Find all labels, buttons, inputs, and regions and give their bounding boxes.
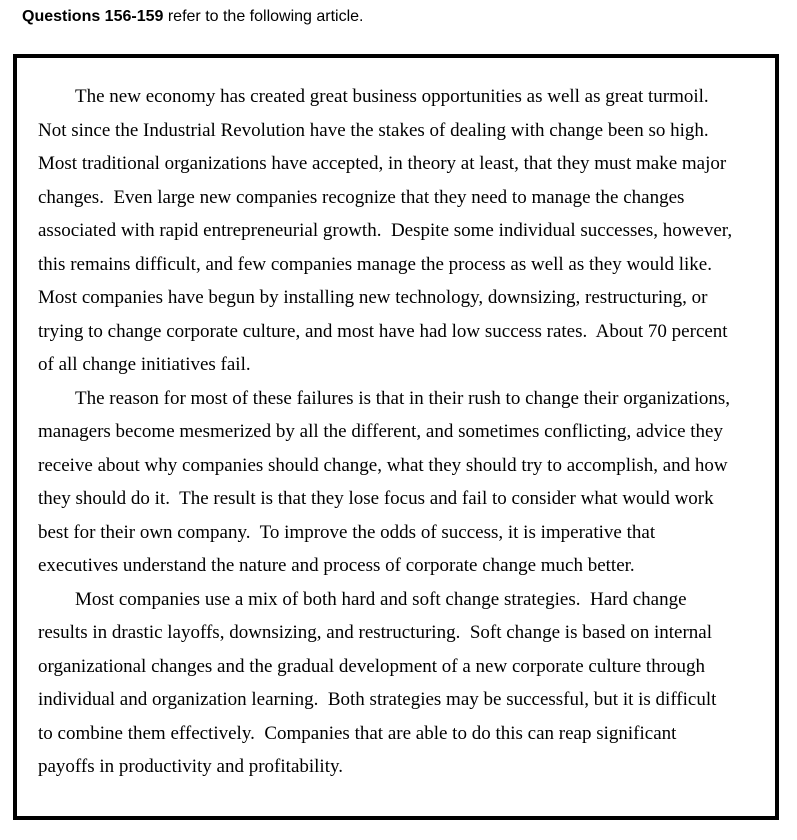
paragraph-1 [38, 80, 778, 382]
article-line: executives understand the nature and process of corporate change much better. [38, 555, 635, 576]
article-line: The new economy has created great business opportunities as well as great turmoil. [75, 86, 709, 107]
article-line: trying to change corporate culture, and most have had low success rates. About 70 percent [38, 320, 728, 342]
article-line: managers become mesmerized by all the different, and sometimes conflicting, advice they [38, 421, 723, 442]
article-line: to combine them effectively. Companies that are able to do this can reap significant [38, 722, 677, 744]
article-line: Most traditional organizations have accepted, in theory at least, that they must make major [38, 153, 727, 174]
article-line: results in drastic layoffs, downsizing, and restructuring. Soft change is based on internal [38, 622, 712, 643]
question-header [22, 8, 364, 26]
paragraph-3 [38, 583, 778, 784]
article-line: organizational changes and the gradual development of a new corporate culture through [38, 655, 706, 677]
question-instruction: refer to the following article. [163, 8, 364, 25]
article-line: this remains difficult, and few companies manage the process as well as they would like. [38, 253, 712, 275]
article-line: Most companies use a mix of both hard and soft change strategies. Hard change [75, 588, 687, 610]
article-line: of all change initiatives fail. [38, 354, 251, 375]
article-text [38, 80, 778, 784]
article-line: changes. Even large new companies recognize that they need to manage the changes [38, 186, 685, 208]
question-range: Questions 156-159 [22, 8, 164, 25]
article-line: The reason for most of these failures is that in their rush to change their organizations, [75, 387, 730, 409]
article-line: they should do it. The result is that they lose focus and fail to consider what would work [38, 488, 714, 509]
article-line: individual and organization learning. Both strategies may be successful, but it is difficult [38, 689, 717, 710]
paragraph-2 [38, 382, 778, 583]
article-line: associated with rapid entrepreneurial growth. Despite some individual successes, however, [38, 220, 733, 241]
article-line: best for their own company. To improve the odds of success, it is imperative that [38, 521, 656, 543]
article-line: receive about why companies should change, what they should try to accomplish, and how [38, 454, 728, 476]
article-line: Not since the Industrial Revolution have the stakes of dealing with change been so high. [38, 119, 709, 141]
article-line: Most companies have begun by installing new technology, downsizing, restructuring, or [38, 287, 708, 308]
article-line: payoffs in productivity and profitability. [38, 756, 344, 777]
